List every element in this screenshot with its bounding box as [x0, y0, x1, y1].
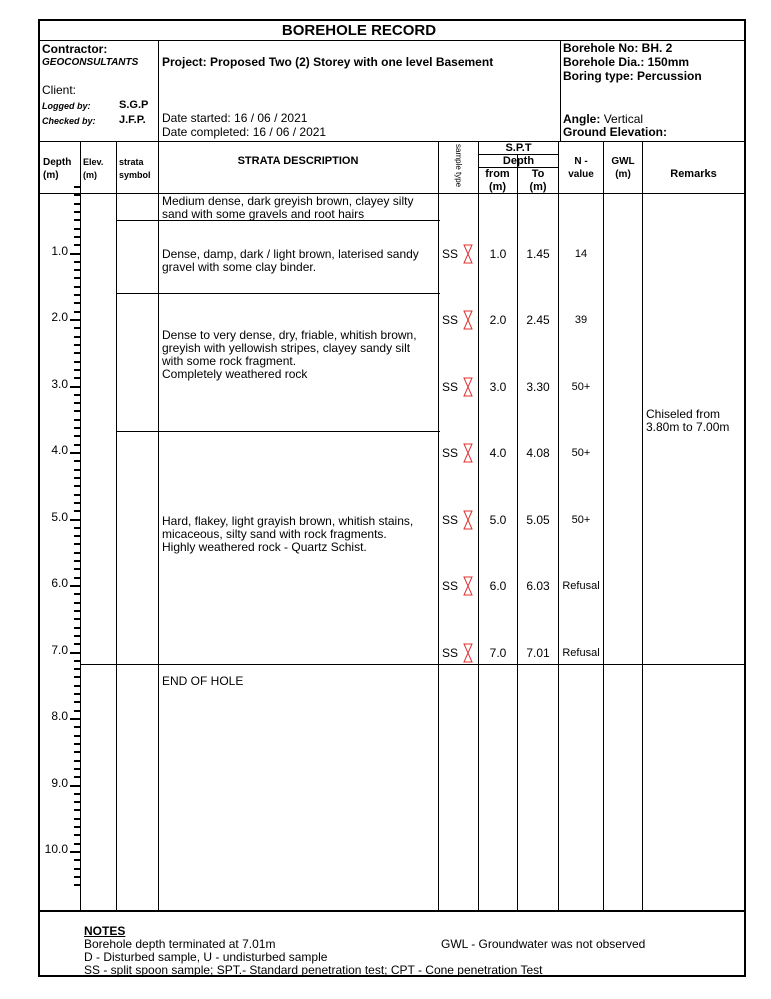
depth-minor-tick — [74, 543, 80, 545]
spt-n-value: 14 — [574, 248, 588, 260]
depth-minor-tick — [74, 560, 80, 562]
depth-minor-tick — [74, 568, 80, 570]
stratum-3-line: Dense to very dense, dry, friable, whitish brown, — [162, 328, 417, 342]
depth-minor-tick — [74, 876, 80, 878]
depth-minor-tick — [74, 660, 80, 662]
depth-minor-tick — [74, 269, 80, 271]
ground-elevation: Ground Elevation: — [563, 125, 668, 139]
depth-minor-tick — [74, 760, 80, 762]
remarks-line: Chiseled from — [646, 407, 721, 421]
notes-divider — [38, 910, 746, 912]
end-of-hole: END OF HOLE — [162, 674, 244, 688]
depth-minor-tick — [74, 302, 80, 304]
sample-type: SS — [442, 380, 459, 394]
spt-to: 1.45 — [526, 247, 550, 261]
strata-boundary-3 — [116, 431, 440, 432]
col-line-n — [603, 141, 604, 911]
stratum-3-line: greyish with yellowish stripes, clayey sandy silt — [162, 341, 411, 355]
depth-label: 10.0 — [44, 842, 68, 856]
depth-minor-tick — [74, 194, 80, 196]
depth-minor-tick — [74, 477, 80, 479]
depth-minor-tick — [74, 211, 80, 213]
stratum-2 — [162, 248, 419, 274]
depth-minor-tick — [74, 344, 80, 346]
borehole-no: Borehole No: BH. 2 — [563, 41, 673, 55]
logged-by-label: Logged by: — [42, 101, 91, 111]
depth-minor-tick — [74, 236, 80, 238]
date-started: Date started: 16 / 06 / 2021 — [162, 111, 308, 125]
frame-right — [744, 19, 746, 977]
depth-minor-tick — [74, 577, 80, 579]
stratum-1-line: Medium dense, dark greyish brown, clayey silty — [162, 194, 414, 208]
depth-major-tick — [70, 253, 80, 255]
depth-minor-tick — [74, 261, 80, 263]
depth-label: 8.0 — [51, 709, 68, 723]
depth-minor-tick — [74, 203, 80, 205]
col-gwl-header: GWL — [611, 156, 635, 167]
depth-minor-tick — [74, 494, 80, 496]
spt-from: 4.0 — [489, 446, 507, 460]
depth-minor-tick — [74, 618, 80, 620]
col-n-value: value — [568, 169, 594, 180]
sample-type: SS — [442, 313, 459, 327]
depth-minor-tick — [74, 435, 80, 437]
depth-minor-tick — [74, 834, 80, 836]
spt-n-value: 50+ — [571, 381, 591, 393]
stratum-4-line: Highly weathered rock - Quartz Schist. — [162, 540, 367, 554]
sample-type: SS — [442, 446, 459, 460]
client-label: Client: — [42, 83, 77, 97]
depth-minor-tick — [74, 361, 80, 363]
depth-minor-tick — [74, 593, 80, 595]
depth-minor-tick — [74, 701, 80, 703]
depth-minor-tick — [74, 369, 80, 371]
checked-by-label: Checked by: — [42, 116, 96, 126]
stratum-1 — [162, 195, 413, 221]
depth-major-tick — [70, 652, 80, 654]
col-spt-depth-header: Depth — [502, 155, 535, 167]
depth-minor-tick — [74, 843, 80, 845]
checked-by-value: J.F.P. — [119, 114, 146, 126]
stratum-4-line: Hard, flakey, light grayish brown, whitish stains, — [162, 514, 414, 528]
angle-label: Angle: — [563, 112, 601, 126]
frame-left — [38, 19, 40, 977]
boring-type: Boring type: Percussion — [563, 69, 702, 83]
col-line-elev — [116, 141, 117, 911]
depth-minor-tick — [74, 676, 80, 678]
header-vline-2 — [560, 40, 561, 142]
depth-major-tick — [70, 386, 80, 388]
depth-major-tick — [70, 785, 80, 787]
depth-minor-tick — [74, 627, 80, 629]
depth-major-tick — [70, 319, 80, 321]
depth-minor-tick — [74, 868, 80, 870]
depth-minor-tick — [74, 710, 80, 712]
borehole-dia: Borehole Dia.: 150mm — [563, 55, 690, 69]
notes-gwl: GWL - Groundwater was not observed — [441, 937, 646, 951]
depth-major-tick — [70, 519, 80, 521]
depth-label: 5.0 — [51, 510, 68, 524]
logged-by-value: S.G.P — [119, 99, 149, 111]
depth-minor-tick — [74, 510, 80, 512]
sample-marker-icon — [463, 643, 473, 663]
col-line-depth — [80, 141, 81, 911]
sample-marker-icon — [463, 510, 473, 530]
contractor-label: Contractor: — [42, 42, 108, 56]
col-line-from — [517, 155, 518, 911]
depth-minor-tick — [74, 801, 80, 803]
depth-minor-tick — [74, 884, 80, 886]
sample-marker-icon — [463, 244, 473, 264]
depth-label: 7.0 — [51, 643, 68, 657]
page-title: BOREHOLE RECORD — [281, 22, 437, 39]
remarks-line: 3.80m to 7.00m — [646, 420, 730, 434]
date-completed: Date completed: 16 / 06 / 2021 — [162, 125, 327, 139]
depth-minor-tick — [74, 743, 80, 745]
notes-line-1: Borehole depth terminated at 7.01m — [84, 937, 276, 951]
depth-minor-tick — [74, 552, 80, 554]
project-name: Project: Proposed Two (2) Storey with one level Basement — [162, 55, 494, 69]
header-divider — [38, 141, 746, 142]
spt-n-value: Refusal — [562, 580, 600, 592]
spt-from: 2.0 — [489, 313, 507, 327]
sample-marker-icon — [463, 377, 473, 397]
depth-minor-tick — [74, 602, 80, 604]
depth-label: 2.0 — [51, 310, 68, 324]
stratum-4-line: micaceous, silty sand with rock fragments. — [162, 527, 387, 541]
stratum-2-line: Dense, damp, dark / light brown, laterised sandy — [162, 247, 419, 261]
sample-type: SS — [442, 247, 459, 261]
spt-to: 6.03 — [526, 579, 550, 593]
spt-n-value: Refusal — [562, 647, 600, 659]
depth-minor-tick — [74, 410, 80, 412]
depth-minor-tick — [74, 610, 80, 612]
depth-minor-tick — [74, 809, 80, 811]
angle-value: Vertical — [603, 112, 644, 126]
depth-minor-tick — [74, 186, 80, 188]
col-line-strata — [158, 141, 159, 911]
depth-minor-tick — [74, 502, 80, 504]
depth-minor-tick — [74, 336, 80, 338]
frame-top — [38, 19, 746, 21]
header-vline-1 — [158, 40, 159, 142]
depth-label: 3.0 — [51, 377, 68, 391]
col-depth-unit: (m) — [43, 170, 59, 181]
stratum-3-line: Completely weathered rock — [162, 367, 308, 381]
depth-label: 4.0 — [51, 443, 68, 457]
spt-from: 6.0 — [489, 579, 507, 593]
col-sample-type-header — [452, 144, 466, 192]
depth-label: 1.0 — [51, 244, 68, 258]
notes-line-2: D - Disturbed sample, U - undisturbed sample — [84, 950, 328, 964]
depth-minor-tick — [74, 352, 80, 354]
notes-heading: NOTES — [84, 924, 126, 938]
sample-marker-icon — [463, 310, 473, 330]
col-to-header: To — [531, 168, 545, 180]
depth-minor-tick — [74, 444, 80, 446]
spt-n-value: 39 — [574, 314, 588, 326]
stratum-1-line: sand with some gravels and root hairs — [162, 207, 365, 221]
spt-n-value: 50+ — [571, 514, 591, 526]
spt-to: 5.05 — [526, 513, 550, 527]
depth-minor-tick — [74, 818, 80, 820]
depth-minor-tick — [74, 228, 80, 230]
depth-minor-tick — [74, 527, 80, 529]
depth-minor-tick — [74, 469, 80, 471]
depth-minor-tick — [74, 311, 80, 313]
depth-minor-tick — [74, 693, 80, 695]
remarks — [646, 408, 729, 434]
depth-major-tick — [70, 851, 80, 853]
sample-marker-icon — [463, 576, 473, 596]
spt-n-value: 50+ — [571, 447, 591, 459]
col-from-header: from — [485, 168, 510, 180]
sample-type: SS — [442, 579, 459, 593]
col-description-header: STRATA DESCRIPTION — [237, 155, 359, 167]
col-strata-symbol: symbol — [119, 170, 151, 180]
sample-type: SS — [442, 513, 459, 527]
depth-minor-tick — [74, 735, 80, 737]
sample-type-label: sample type — [454, 144, 463, 188]
spt-from: 5.0 — [489, 513, 507, 527]
depth-minor-tick — [74, 394, 80, 396]
depth-minor-tick — [74, 643, 80, 645]
strata-boundary-2 — [116, 293, 440, 294]
depth-minor-tick — [74, 859, 80, 861]
depth-minor-tick — [74, 726, 80, 728]
spt-from: 3.0 — [489, 380, 507, 394]
depth-minor-tick — [74, 776, 80, 778]
col-gwl-unit: (m) — [615, 169, 631, 180]
spt-to: 2.45 — [526, 313, 550, 327]
depth-minor-tick — [74, 402, 80, 404]
depth-minor-tick — [74, 294, 80, 296]
depth-minor-tick — [74, 635, 80, 637]
strata-boundary-end — [80, 664, 746, 665]
depth-minor-tick — [74, 244, 80, 246]
spt-from: 7.0 — [489, 646, 507, 660]
notes-line-3: SS - split spoon sample; SPT.- Standard penetration test; CPT - Cone penetration Test — [84, 963, 543, 977]
col-line-description — [438, 141, 439, 911]
depth-minor-tick — [74, 485, 80, 487]
stratum-3-line: with some rock fragment. — [162, 354, 297, 368]
contractor-name: GEOCONSULTANTS — [42, 57, 139, 68]
depth-minor-tick — [74, 419, 80, 421]
depth-minor-tick — [74, 286, 80, 288]
depth-label: 6.0 — [51, 576, 68, 590]
depth-minor-tick — [74, 751, 80, 753]
depth-minor-tick — [74, 768, 80, 770]
spt-to: 3.30 — [526, 380, 550, 394]
depth-minor-tick — [74, 685, 80, 687]
col-elev-header: Elev. — [83, 157, 104, 167]
col-line-gwl — [642, 141, 643, 911]
depth-major-tick — [70, 585, 80, 587]
depth-minor-tick — [74, 826, 80, 828]
sample-marker-icon — [463, 443, 473, 463]
col-to-unit: (m) — [529, 181, 547, 193]
col-depth-header: Depth — [43, 157, 72, 168]
col-remarks-header: Remarks — [670, 168, 717, 180]
spt-from: 1.0 — [489, 247, 507, 261]
spt-to: 7.01 — [526, 646, 550, 660]
depth-minor-tick — [74, 427, 80, 429]
depth-minor-tick — [74, 277, 80, 279]
sample-type: SS — [442, 646, 459, 660]
col-from-unit: (m) — [488, 181, 507, 193]
col-strata-header: strata — [119, 157, 144, 167]
depth-major-tick — [70, 452, 80, 454]
depth-major-tick — [70, 718, 80, 720]
stratum-3 — [162, 329, 417, 381]
col-spt-header: S.P.T — [505, 142, 532, 154]
depth-label: 9.0 — [51, 776, 68, 790]
depth-minor-tick — [74, 793, 80, 795]
depth-minor-tick — [74, 460, 80, 462]
depth-minor-tick — [74, 377, 80, 379]
spt-to: 4.08 — [526, 446, 550, 460]
col-n-header: N - — [574, 156, 588, 167]
col-elev-unit: (m) — [83, 170, 97, 180]
depth-minor-tick — [74, 668, 80, 670]
depth-minor-tick — [74, 219, 80, 221]
depth-minor-tick — [74, 327, 80, 329]
depth-minor-tick — [74, 535, 80, 537]
stratum-2-line: gravel with some clay binder. — [162, 260, 317, 274]
stratum-4 — [162, 515, 413, 554]
